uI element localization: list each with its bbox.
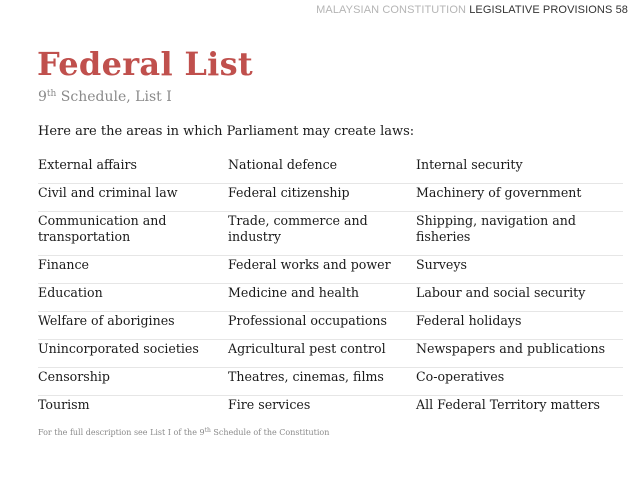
list-item: Trade, commerce and industry <box>228 211 416 255</box>
list-item: Theatres, cinemas, films <box>228 367 416 395</box>
list-item: Machinery of government <box>416 183 623 211</box>
list-item: All Federal Territory matters <box>416 395 623 423</box>
list-item: Finance <box>38 255 228 283</box>
list-item: Co-operatives <box>416 367 623 395</box>
subtitle-rest: Schedule, List I <box>56 89 172 105</box>
list-item: Professional occupations <box>228 311 416 339</box>
list-item: Internal security <box>416 155 623 183</box>
list-item: Communication and transportation <box>38 211 228 255</box>
list-item: Civil and criminal law <box>38 183 228 211</box>
list-item: Federal holidays <box>416 311 623 339</box>
list-item: Surveys <box>416 255 623 283</box>
footnote-ordinal-suffix: th <box>204 427 211 434</box>
list-item: Medicine and health <box>228 283 416 311</box>
subtitle-ordinal-number: 9 <box>38 89 47 105</box>
footnote-before: For the full description see List I of the <box>38 428 200 437</box>
list-item: Education <box>38 283 228 311</box>
list-item: Unincorporated societies <box>38 339 228 367</box>
list-item: Newspapers and publications <box>416 339 623 367</box>
list-item: Labour and social security <box>416 283 623 311</box>
slide-header <box>316 4 628 16</box>
list-item: Tourism <box>38 395 228 423</box>
footnote-ordinal-number: 9 <box>199 428 205 437</box>
list-item: Fire services <box>228 395 416 423</box>
page-number: 58 <box>615 4 628 16</box>
footnote-after: Schedule of the Constitution <box>210 428 330 437</box>
page-title: Federal List <box>37 45 254 83</box>
list-item: Shipping, navigation and fisheries <box>416 211 623 255</box>
list-item: Federal citizenship <box>228 183 416 211</box>
list-item: Censorship <box>38 367 228 395</box>
header-topic: LEGISLATIVE PROVISIONS <box>469 4 613 16</box>
page-subtitle <box>38 90 172 104</box>
list-item: Welfare of aborigines <box>38 311 228 339</box>
list-item: External affairs <box>38 155 228 183</box>
list-item: Agricultural pest control <box>228 339 416 367</box>
list-item: Federal works and power <box>228 255 416 283</box>
subtitle-ordinal-suffix: th <box>46 89 57 99</box>
footnote <box>38 429 329 437</box>
intro-text: Here are the areas in which Parliament may create laws: <box>38 124 415 139</box>
list-item: National defence <box>228 155 416 183</box>
header-section: MALAYSIAN CONSTITUTION <box>316 4 467 16</box>
federal-list-grid <box>38 155 623 423</box>
